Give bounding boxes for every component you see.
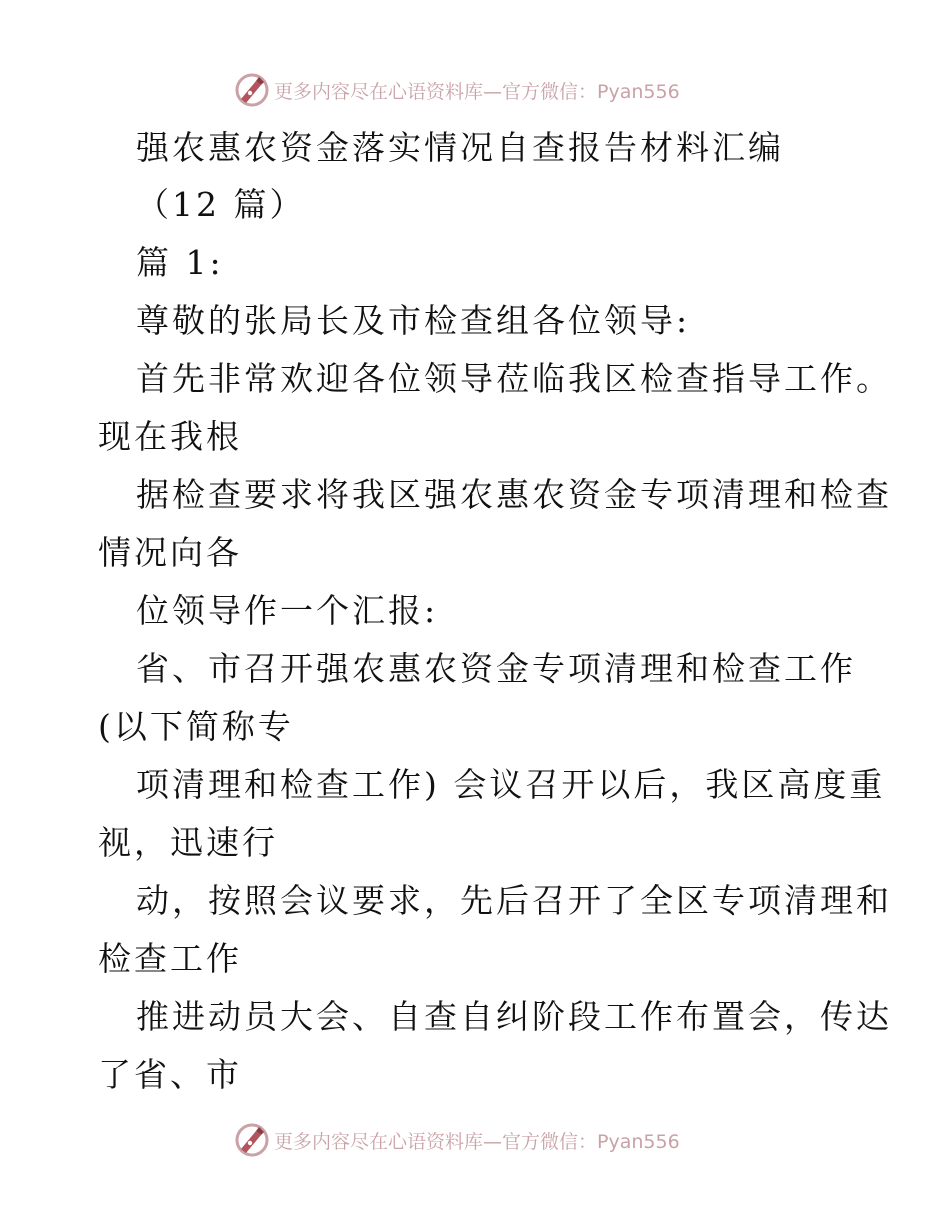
paragraph-line: 项清理和检查工作) 会议召开以后，我区高度重	[136, 765, 886, 804]
paragraph-line: 据检查要求将我区强农惠农资金专项清理和检查	[136, 475, 892, 514]
pen-logo-icon	[234, 72, 270, 108]
document-subtitle: （12 篇）	[136, 185, 306, 224]
paragraph-line: 了省、市	[98, 1055, 242, 1094]
document-title: 强农惠农资金落实情况自查报告材料汇编	[136, 128, 784, 167]
paragraph-line: 动，按照会议要求，先后召开了全区专项清理和	[136, 881, 892, 920]
paragraph-line: (以下简称专	[98, 707, 294, 746]
paragraph-line: 首先非常欢迎各位领导莅临我区检查指导工作。	[136, 359, 892, 398]
pen-logo-icon	[234, 1122, 270, 1158]
salutation: 尊敬的张局长及市检查组各位领导:	[136, 301, 691, 340]
paragraph-line: 现在我根	[98, 417, 242, 456]
paragraph-line: 位领导作一个汇报:	[136, 591, 439, 630]
footer-site-text: 更多内容尽在心语资料库—官方微信：Pyan556	[274, 1130, 680, 1153]
header-banner	[234, 70, 754, 110]
header-site-text: 更多内容尽在心语资料库—官方微信：Pyan556	[274, 80, 680, 103]
footer-banner	[234, 1120, 754, 1160]
paragraph-line: 情况向各	[98, 533, 242, 572]
paragraph-line: 检查工作	[98, 939, 242, 978]
paragraph-line: 省、市召开强农惠农资金专项清理和检查工作	[136, 649, 856, 688]
paragraph-line: 视，迅速行	[98, 823, 278, 862]
paragraph-line: 推进动员大会、自查自纠阶段工作布置会，传达	[136, 997, 892, 1036]
section-heading: 篇 1:	[136, 243, 224, 282]
